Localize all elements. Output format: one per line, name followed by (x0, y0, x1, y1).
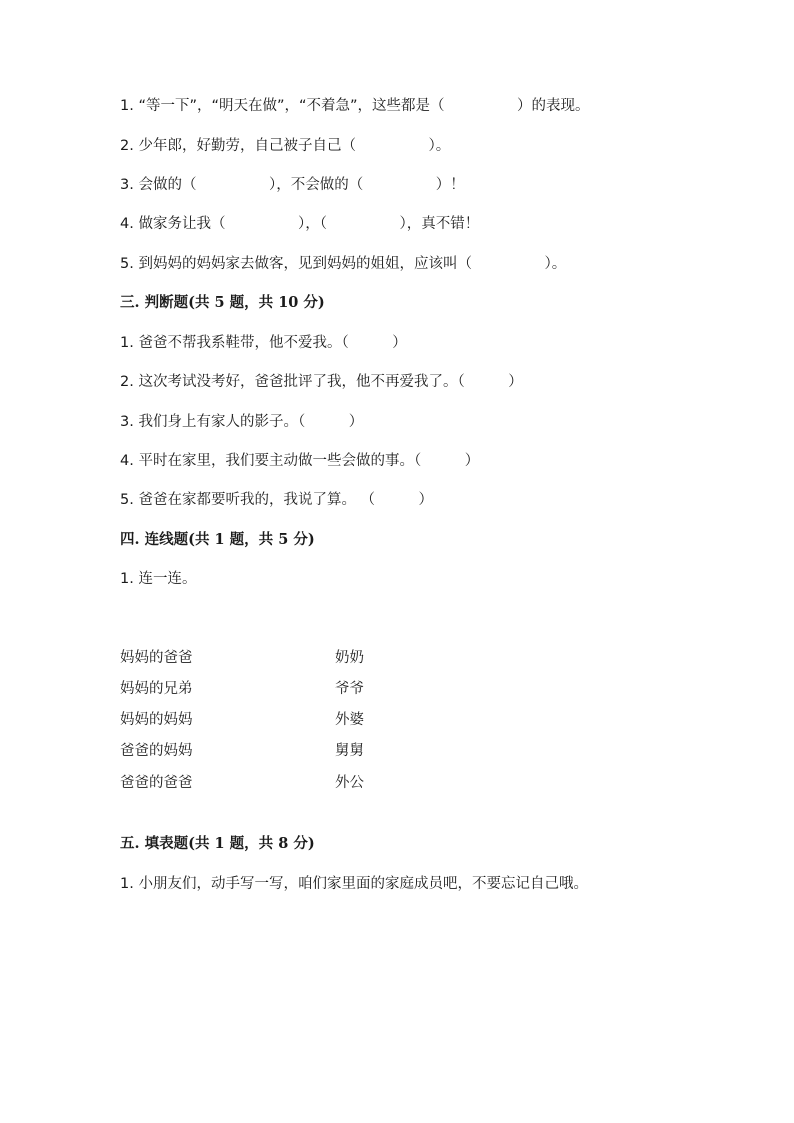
fill-blank-item-4: 4. 做家务让我（ ），（ ），真不错！ (120, 216, 480, 232)
match-left-item-4: 爸爸的妈妈 (120, 743, 193, 759)
fill-blank-item-3: 3. 会做的（ ），不会做的（ ）！ (120, 177, 465, 193)
match-left-item-1: 妈妈的爸爸 (120, 650, 193, 666)
table-prompt: 1. 小朋友们，动手写一写，咱们家里面的家庭成员吧，不要忘记自己哦。 (120, 876, 588, 892)
match-right-item-5: 外公 (335, 775, 364, 791)
fill-blank-item-2: 2. 少年郎，好勤劳，自己被子自己（ ）。 (120, 138, 451, 154)
judge-item-1: 1. 爸爸不帮我系鞋带，他不爱我。（ ） (120, 335, 407, 351)
match-right-item-3: 外婆 (335, 712, 364, 728)
judge-item-4: 4. 平时在家里，我们要主动做一些会做的事。（ ） (120, 453, 480, 469)
match-left-item-2: 妈妈的兄弟 (120, 681, 193, 697)
match-prompt: 1. 连一连。 (120, 571, 197, 587)
judge-item-3: 3. 我们身上有家人的影子。（ ） (120, 414, 364, 430)
match-right-item-2: 爷爷 (335, 681, 364, 697)
match-right-item-4: 舅舅 (335, 743, 364, 759)
judge-section-title: 三. 判断题(共 5 题，共 10 分) (120, 294, 325, 311)
fill-blank-item-5: 5. 到妈妈的妈妈家去做客，见到妈妈的姐姐，应该叫（ ）。 (120, 256, 567, 272)
match-left-item-5: 爸爸的爸爸 (120, 775, 193, 791)
match-section-title: 四. 连线题(共 1 题，共 5 分) (120, 531, 315, 548)
judge-item-5: 5. 爸爸在家都要听我的，我说了算。 （ ） (120, 492, 434, 508)
judge-item-2: 2. 这次考试没考好，爸爸批评了我，他不再爱我了。（ ） (120, 374, 523, 390)
match-left-item-3: 妈妈的妈妈 (120, 712, 193, 728)
fill-blank-item-1: 1. “等一下”，“明天在做”，“不着急”，这些都是（ ）的表现。 (120, 98, 590, 114)
table-section-title: 五. 填表题(共 1 题，共 8 分) (120, 835, 315, 852)
match-right-item-1: 奶奶 (335, 650, 364, 666)
